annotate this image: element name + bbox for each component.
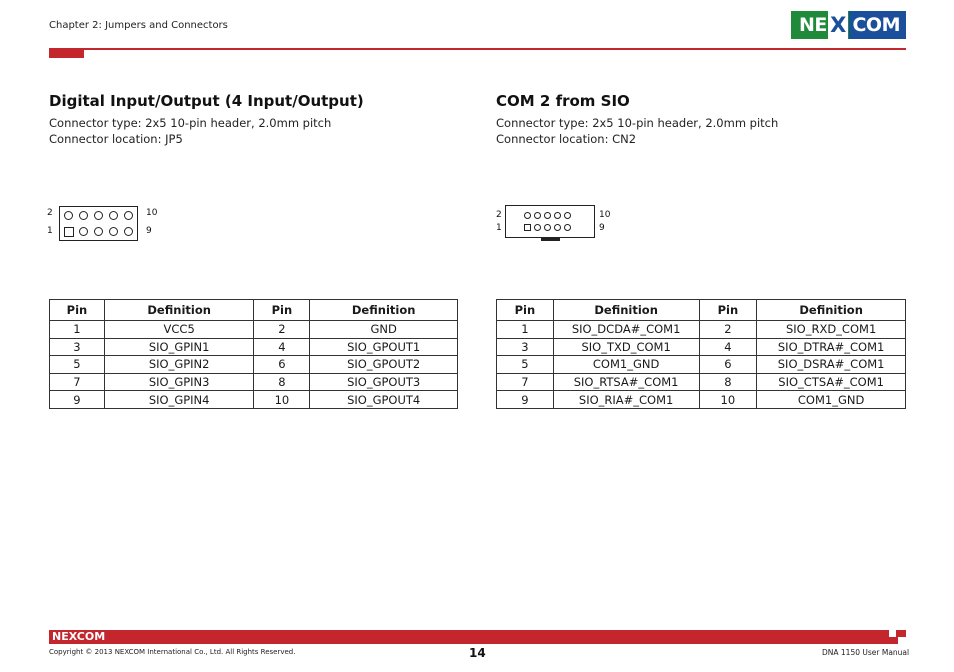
manual-title: DNA 1150 User Manual [822,648,910,657]
connector-type-dio: Connector type: 2x5 10-pin header, 2.0mm pitch [49,116,332,130]
table-cell: SIO_GPIN3 [104,373,254,391]
pin1-square [64,227,74,237]
table-cell: 6 [254,356,310,374]
table-cell: 9 [50,391,105,409]
pin-circle [544,212,551,219]
table-cell: 2 [254,321,310,339]
header-pin: Pin [699,300,757,321]
table-cell: 8 [699,373,757,391]
table-cell: COM1_GND [757,391,906,409]
logo-com: COM [849,11,906,39]
header-pin: Pin [254,300,310,321]
table-cell: 9 [497,391,554,409]
table-cell: SIO_CTSA#_COM1 [757,373,906,391]
logo-x-box [828,11,849,39]
com2-pin-table [496,299,906,409]
table-cell: 2 [699,321,757,339]
connector-type-com2: Connector type: 2x5 10-pin header, 2.0mm pitch [496,116,779,130]
table-cell: SIO_RTSA#_COM1 [553,373,699,391]
table-cell: SIO_RXD_COM1 [757,321,906,339]
connector-location-com2: Connector location: CN2 [496,132,637,146]
footer-square-mark [889,630,896,637]
table-cell: 6 [699,356,757,374]
table-cell: 5 [50,356,105,374]
pin-circle [94,211,103,220]
table-cell: SIO_GPOUT2 [310,356,458,374]
pin-circle [544,224,551,231]
pin-label-1: 1 [47,226,53,236]
pin-label-9: 9 [599,223,605,233]
pin1-square [524,224,531,231]
section-title-dio: Digital Input/Output (4 Input/Output) [49,92,364,110]
table-cell: GND [310,321,458,339]
table-row [50,321,458,339]
table-cell: SIO_RIA#_COM1 [553,391,699,409]
header-accent-block [49,48,84,58]
header-definition: Definition [757,300,906,321]
table-row [497,373,906,391]
table-header-row [50,300,458,321]
table-cell: 1 [497,321,554,339]
pin-circle [109,227,118,236]
table-header-row [497,300,906,321]
pin-circle [534,224,541,231]
header-definition: Definition [310,300,458,321]
table-cell: SIO_GPIN4 [104,391,254,409]
logo-x: X [830,13,847,37]
footer-bar [49,630,906,644]
pin-circle [64,211,73,220]
table-cell: VCC5 [104,321,254,339]
table-cell: 8 [254,373,310,391]
table-cell: SIO_GPOUT1 [310,338,458,356]
table-row [497,338,906,356]
footer-logo: NEXCOM [52,630,106,643]
table-row [50,338,458,356]
table-cell: SIO_GPOUT3 [310,373,458,391]
connector-location-dio: Connector location: JP5 [49,132,183,146]
section-title-com2: COM 2 from SIO [496,92,630,110]
pin-label-1: 1 [496,223,502,233]
table-cell: SIO_DTRA#_COM1 [757,338,906,356]
table-cell: 10 [699,391,757,409]
pin-circle [564,212,571,219]
pin-circle [124,211,133,220]
logo-ne: NE [799,14,827,36]
pin-circle [124,227,133,236]
jp5-header-diagram [59,206,138,241]
header-definition: Definition [104,300,254,321]
table-cell: 3 [50,338,105,356]
pin-label-2: 2 [496,210,502,220]
pin-label-10: 10 [599,210,611,220]
chapter-title: Chapter 2: Jumpers and Connectors [49,20,228,31]
cn2-header-diagram [505,205,595,238]
table-cell: SIO_GPIN1 [104,338,254,356]
pin-circle [109,211,118,220]
header-divider [49,48,906,50]
pin-circle [524,212,531,219]
pin-circle [79,227,88,236]
header-pin: Pin [50,300,105,321]
pin-label-9: 9 [146,226,152,236]
nexcom-logo [791,11,906,39]
table-cell: 5 [497,356,554,374]
table-row [50,391,458,409]
table-cell: SIO_GPOUT4 [310,391,458,409]
table-cell: SIO_TXD_COM1 [553,338,699,356]
table-row [50,373,458,391]
footer-square-mark [898,637,906,644]
table-cell: 4 [254,338,310,356]
table-row [497,391,906,409]
dio-pin-table [49,299,458,409]
pin-circle [94,227,103,236]
pin-circle [79,211,88,220]
copyright: Copyright © 2013 NEXCOM International Co., Ltd. All Rights Reserved. [49,648,296,656]
pin-label-10: 10 [146,208,158,218]
table-cell: 3 [497,338,554,356]
table-row [50,356,458,374]
table-cell: SIO_DCDA#_COM1 [553,321,699,339]
table-cell: COM1_GND [553,356,699,374]
pin-label-2: 2 [47,208,53,218]
pin-circle [554,212,561,219]
table-cell: 1 [50,321,105,339]
header-definition: Definition [553,300,699,321]
table-cell: 7 [497,373,554,391]
header-pin: Pin [497,300,554,321]
table-cell: SIO_DSRA#_COM1 [757,356,906,374]
table-row [497,321,906,339]
pin-circle [564,224,571,231]
table-row [497,356,906,374]
header-key-notch [541,237,560,241]
pin-circle [534,212,541,219]
table-cell: 7 [50,373,105,391]
table-cell: 4 [699,338,757,356]
pin-circle [554,224,561,231]
table-cell: SIO_GPIN2 [104,356,254,374]
table-cell: 10 [254,391,310,409]
page-number: 14 [469,646,486,660]
